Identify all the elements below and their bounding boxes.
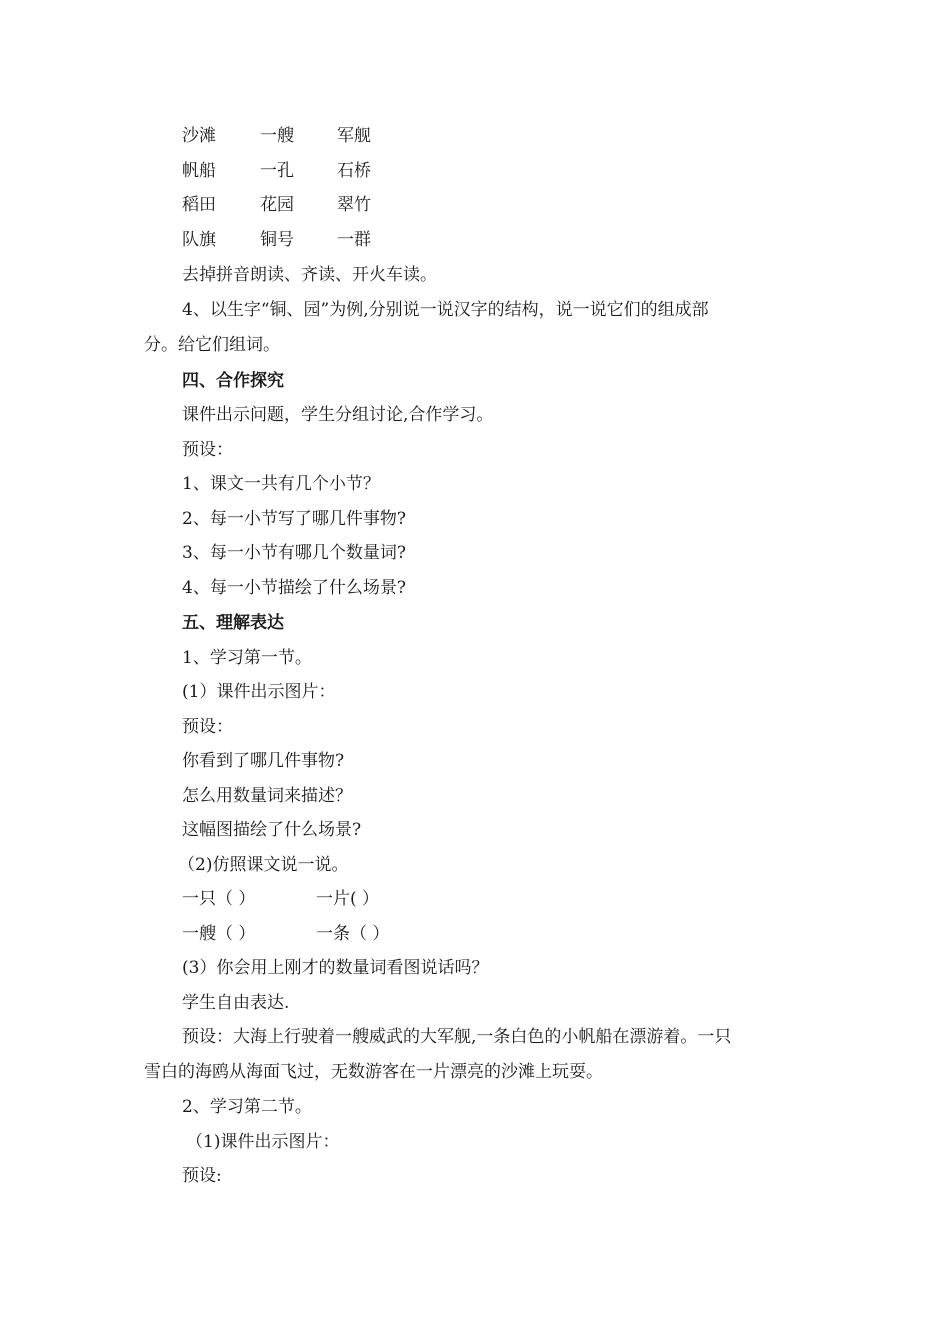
word: 军舰	[337, 126, 371, 146]
question-item: 3、每一小节有哪几个数量词?	[182, 543, 406, 563]
step4-line2: 分。给它们组词。	[144, 335, 280, 355]
word: 翠竹	[337, 195, 371, 215]
word: 队旗	[182, 230, 216, 250]
part1-title: 1、学习第一节。	[182, 648, 312, 668]
word: 铜号	[260, 230, 294, 250]
fill-blank: 一只（ ）	[182, 889, 256, 909]
part2-title: 2、学习第二节。	[182, 1097, 312, 1117]
reading-instruction: 去掉拼音朗读、齐读、开火车读。	[182, 265, 437, 285]
question-item: 2、每一小节写了哪几件事物?	[182, 509, 406, 529]
section4-preset: 预设：	[182, 440, 233, 460]
fill-blank: 一艘（ ）	[182, 924, 256, 944]
part2-step1: （1)课件出示图片：	[186, 1132, 340, 1152]
prompt-item: 你看到了哪几件事物?	[182, 751, 345, 771]
part1-step1: (1）课件出示图片：	[182, 682, 336, 702]
section4-intro: 课件出示问题，学生分组讨论,合作学习。	[182, 405, 494, 425]
fill-blank-row	[182, 888, 482, 910]
free-expression: 学生自由表达.	[182, 993, 290, 1013]
part2-preset: 预设:	[182, 1166, 222, 1186]
part1-step3: (3）你会用上刚才的数量词看图说话吗？	[182, 958, 489, 978]
step4-line1: 4、以生字“铜、园”为例,分别说一说汉字的结构，说一说它们的组成部	[182, 300, 709, 320]
question-item: 1、课文一共有几个小节？	[182, 474, 380, 494]
word: 一孔	[260, 161, 294, 181]
part1-step2: （2)仿照课文说一说。	[178, 855, 349, 875]
word: 石桥	[337, 161, 371, 181]
fill-blank: 一条（ ）	[316, 924, 390, 944]
section4-heading: 四、合作探究	[182, 371, 284, 391]
fill-blank-row	[182, 923, 482, 945]
section5-heading: 五、理解表达	[182, 613, 284, 633]
word: 稻田	[182, 195, 216, 215]
word: 帆船	[182, 161, 216, 181]
sample-answer-line2: 雪白的海鸥从海面飞过，无数游客在一片漂亮的沙滩上玩耍。	[144, 1062, 603, 1082]
fill-blank: 一片( ）	[316, 889, 380, 909]
sample-answer-line1: 预设：大海上行驶着一艘威武的大军舰,一条白色的小帆船在漂游着。一只	[182, 1027, 732, 1047]
word: 一艘	[260, 126, 294, 146]
prompt-item: 怎么用数量词来描述？	[182, 786, 352, 806]
part1-preset: 预设：	[182, 717, 233, 737]
prompt-item: 这幅图描绘了什么场景?	[182, 820, 362, 840]
word: 一群	[337, 230, 371, 250]
word: 沙滩	[182, 126, 216, 146]
word: 花园	[260, 195, 294, 215]
question-item: 4、每一小节描绘了什么场景?	[182, 578, 406, 598]
